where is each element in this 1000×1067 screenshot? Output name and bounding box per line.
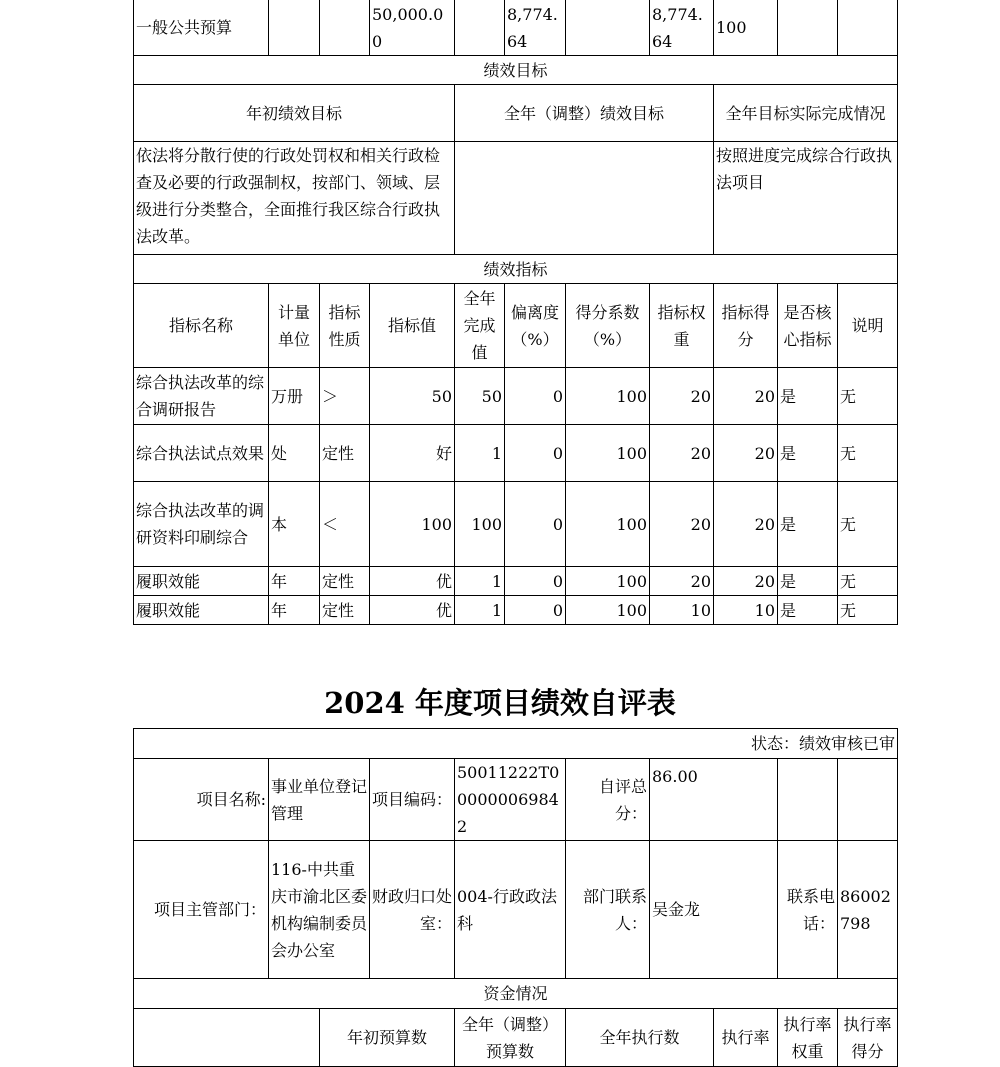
funds-header-row (134, 1009, 898, 1067)
indicator-weight: 20 (650, 368, 714, 425)
score-label: 自评总分： (566, 759, 650, 841)
indicator-weight: 10 (650, 596, 714, 625)
indicator-unit: 本 (269, 482, 320, 567)
adjusted-budget-value: 8,774.64 (505, 0, 566, 56)
project-code-label: 项目编码： (370, 759, 455, 841)
indicator-nature: 定性 (320, 596, 370, 625)
executed-value: 8,774.64 (650, 0, 714, 56)
indicator-value: 50 (370, 368, 455, 425)
performance-table (133, 0, 898, 625)
actual-goal-header: 全年目标实际完成情况 (714, 85, 898, 142)
table-row (134, 482, 898, 567)
indicator-coefficient: 100 (566, 596, 650, 625)
project-code-value: 50011222T000000069842 (455, 759, 566, 841)
adjusted-goal-text (455, 142, 714, 255)
header-score: 指标得分 (714, 284, 778, 368)
indicator-name: 综合执法改革的综合调研报告 (134, 368, 269, 425)
execution-rate-value: 100 (714, 0, 778, 56)
indicator-core: 是 (778, 368, 838, 425)
indicator-unit: 年 (269, 567, 320, 596)
table-row (134, 567, 898, 596)
self-evaluation-form (133, 728, 898, 1067)
indicators-section-header: 绩效指标 (134, 255, 898, 284)
indicator-core: 是 (778, 482, 838, 567)
indicator-deviation: 0 (505, 368, 566, 425)
indicator-note: 无 (838, 425, 898, 482)
indicator-completed: 50 (455, 368, 505, 425)
indicator-score: 20 (714, 567, 778, 596)
indicator-completed: 100 (455, 482, 505, 567)
header-completed-value: 全年完成值 (455, 284, 505, 368)
indicator-score: 10 (714, 596, 778, 625)
header-execution-rate: 执行率 (714, 1009, 778, 1067)
adjusted-goal-header: 全年（调整）绩效目标 (455, 85, 714, 142)
indicator-unit: 年 (269, 596, 320, 625)
header-initial-budget: 年初预算数 (320, 1009, 455, 1067)
header-score-coefficient: 得分系数（%） (566, 284, 650, 368)
indicator-note: 无 (838, 368, 898, 425)
indicators-header-row (134, 284, 898, 368)
indicator-name: 综合执法改革的调研资料印刷综合 (134, 482, 269, 567)
indicator-nature: ＞ (320, 368, 370, 425)
indicator-core: 是 (778, 567, 838, 596)
indicator-coefficient: 100 (566, 567, 650, 596)
header-target-value: 指标值 (370, 284, 455, 368)
indicator-unit: 万册 (269, 368, 320, 425)
header-adjusted-budget: 全年（调整）预算数 (455, 1009, 566, 1067)
indicator-value: 优 (370, 596, 455, 625)
dept-label: 项目主管部门： (134, 841, 269, 979)
score-value: 86.00 (650, 759, 778, 841)
indicator-weight: 20 (650, 482, 714, 567)
header-rate-weight: 执行率权重 (778, 1009, 838, 1067)
table-row (134, 425, 898, 482)
phone-label: 联系电话： (778, 841, 838, 979)
initial-budget-value: 50,000.00 (370, 0, 455, 56)
indicator-score: 20 (714, 368, 778, 425)
goals-section-header: 绩效目标 (134, 56, 898, 85)
table-row (134, 596, 898, 625)
project-name-value: 事业单位登记管理 (269, 759, 370, 841)
status-badge: 状态：绩效审核已审 (134, 729, 898, 759)
indicator-nature: ＜ (320, 482, 370, 567)
header-core: 是否核心指标 (778, 284, 838, 368)
indicator-score: 20 (714, 482, 778, 567)
dept-value: 116-中共重庆市渝北区委机构编制委员会办公室 (269, 841, 370, 979)
indicator-note: 无 (838, 482, 898, 567)
header-nature: 指标性质 (320, 284, 370, 368)
indicator-value: 好 (370, 425, 455, 482)
indicator-deviation: 0 (505, 596, 566, 625)
header-executed: 全年执行数 (566, 1009, 714, 1067)
indicator-value: 100 (370, 482, 455, 567)
initial-goal-text: 依法将分散行使的行政处罚权和相关行政检查及必要的行政强制权，按部门、领域、层级进行分类整合，全面推行我区综合行政执法改革。 (134, 142, 455, 255)
contact-value: 吴金龙 (650, 841, 778, 979)
indicator-weight: 20 (650, 425, 714, 482)
budget-source: 一般公共预算 (134, 0, 269, 56)
table-row (134, 368, 898, 425)
header-weight: 指标权重 (650, 284, 714, 368)
header-indicator-name: 指标名称 (134, 284, 269, 368)
indicator-coefficient: 100 (566, 368, 650, 425)
indicator-deviation: 0 (505, 425, 566, 482)
indicator-core: 是 (778, 425, 838, 482)
indicator-core: 是 (778, 596, 838, 625)
indicator-completed: 1 (455, 425, 505, 482)
indicator-note: 无 (838, 596, 898, 625)
header-note: 说明 (838, 284, 898, 368)
indicator-name: 履职效能 (134, 596, 269, 625)
indicator-nature: 定性 (320, 567, 370, 596)
indicator-name: 综合执法试点效果 (134, 425, 269, 482)
header-rate-score: 执行率得分 (838, 1009, 898, 1067)
indicator-coefficient: 100 (566, 425, 650, 482)
indicator-name: 履职效能 (134, 567, 269, 596)
indicator-value: 优 (370, 567, 455, 596)
page-title: 2024 年度项目绩效自评表 (324, 686, 676, 720)
initial-goal-header: 年初绩效目标 (134, 85, 455, 142)
finance-label: 财政归口处室： (370, 841, 455, 979)
indicator-weight: 20 (650, 567, 714, 596)
indicator-coefficient: 100 (566, 482, 650, 567)
contact-label: 部门联系人： (566, 841, 650, 979)
indicator-score: 20 (714, 425, 778, 482)
funds-section-header: 资金情况 (134, 979, 898, 1009)
indicator-nature: 定性 (320, 425, 370, 482)
actual-goal-text: 按照进度完成综合行政执法项目 (714, 142, 898, 255)
phone-value: 86002798 (838, 841, 898, 979)
indicator-unit: 处 (269, 425, 320, 482)
header-unit: 计量单位 (269, 284, 320, 368)
indicator-deviation: 0 (505, 482, 566, 567)
indicator-deviation: 0 (505, 567, 566, 596)
indicator-note: 无 (838, 567, 898, 596)
finance-value: 004-行政政法科 (455, 841, 566, 979)
indicator-completed: 1 (455, 567, 505, 596)
header-deviation: 偏离度（%） (505, 284, 566, 368)
indicator-completed: 1 (455, 596, 505, 625)
budget-row (134, 0, 898, 56)
project-name-label: 项目名称: (134, 759, 269, 841)
